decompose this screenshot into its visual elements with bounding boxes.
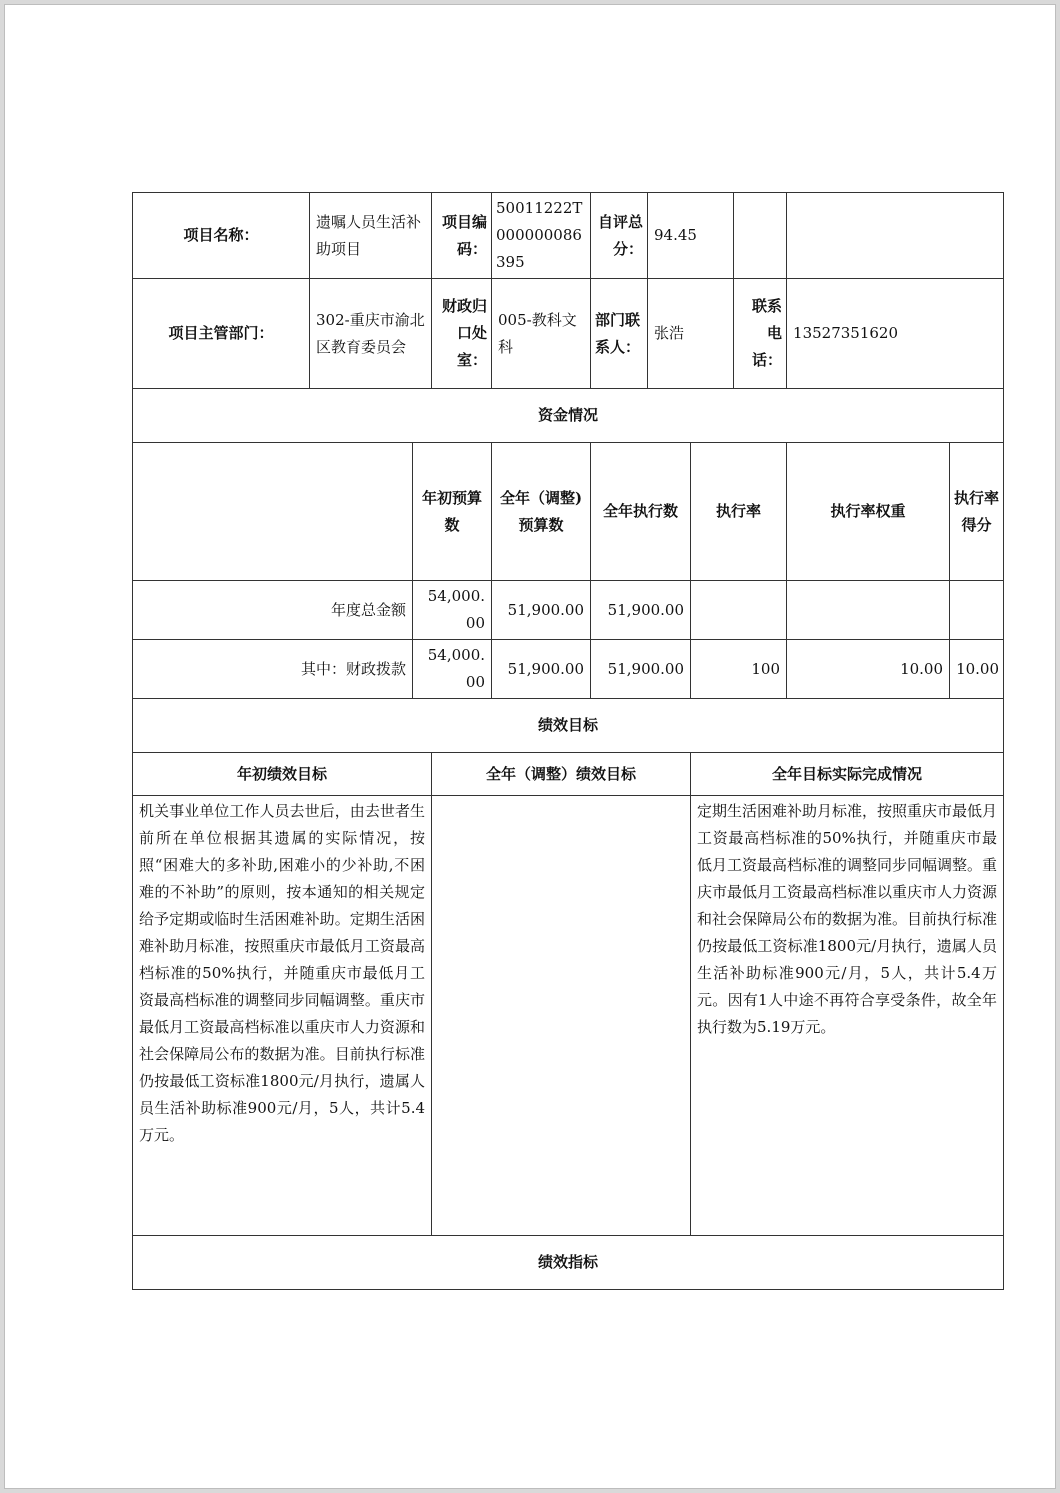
document-page bbox=[4, 4, 1056, 1489]
project-name-value: 遗嘱人员生活补助项目 bbox=[310, 193, 432, 279]
self-score-value: 94.45 bbox=[648, 193, 734, 279]
department-info-row bbox=[133, 279, 1004, 389]
funds-row-total bbox=[133, 581, 1004, 640]
funds-section-row bbox=[133, 389, 1004, 443]
contact-person-value: 张浩 bbox=[648, 279, 734, 389]
fiscal-executed: 51,900.00 bbox=[591, 640, 691, 699]
dept-value: 302-重庆市渝北区教育委员会 bbox=[310, 279, 432, 389]
phone-value: 13527351620 bbox=[787, 279, 1004, 389]
total-executed: 51,900.00 bbox=[591, 581, 691, 640]
project-info-row bbox=[133, 193, 1004, 279]
goals-section-row bbox=[133, 699, 1004, 753]
total-adjusted-budget: 51,900.00 bbox=[492, 581, 591, 640]
total-rate-weight bbox=[787, 581, 950, 640]
total-execution-rate bbox=[691, 581, 787, 640]
row-label-total: 年度总金额 bbox=[133, 581, 413, 640]
finance-office-value: 005-教科文科 bbox=[492, 279, 591, 389]
funds-section-title: 资金情况 bbox=[133, 389, 1004, 443]
project-code-label: 项目编码： bbox=[432, 193, 492, 279]
empty-header-cell bbox=[133, 443, 413, 581]
goals-initial-text: 机关事业单位工作人员去世后，由去世者生前所在单位根据其遗属的实际情况，按照“困难大的多补助,困难小的少补助,不困难的不补助”的原则，按本通知的相关规定给予定期或临时生活困难补助。定期生活困难补助月标准，按照重庆市最低月工资最高档标准的50%执行，并随重庆市最低月工资最高档标准的调整同步同幅调整。重庆市最低月工资最高档标准以重庆市人力资源和社会保障局公布的数据为准。目前执行标准仍按最低工资标准1800元/月执行，遗属人员生活补助标准900元/月，5人，共计5.4万元。 bbox=[133, 796, 432, 1236]
project-code-value: 50011222T000000086395 bbox=[492, 193, 591, 279]
total-initial-budget: 54,000.00 bbox=[413, 581, 492, 640]
fiscal-rate-score: 10.00 bbox=[950, 640, 1004, 699]
fiscal-rate-weight: 10.00 bbox=[787, 640, 950, 699]
funds-col-executed: 全年执行数 bbox=[591, 443, 691, 581]
goals-content-row bbox=[133, 796, 1004, 1236]
row-label-fiscal: 其中：财政拨款 bbox=[133, 640, 413, 699]
goals-adjusted-text bbox=[432, 796, 691, 1236]
funds-col-rate-score: 执行率得分 bbox=[950, 443, 1004, 581]
indicators-section-row bbox=[133, 1236, 1004, 1290]
performance-evaluation-table bbox=[132, 192, 1004, 1290]
phone-label: 联系电话： bbox=[734, 279, 787, 389]
project-name-label: 项目名称： bbox=[133, 193, 310, 279]
funds-header-row bbox=[133, 443, 1004, 581]
goals-section-title: 绩效目标 bbox=[133, 699, 1004, 753]
funds-col-initial-budget: 年初预算数 bbox=[413, 443, 492, 581]
total-rate-score bbox=[950, 581, 1004, 640]
goals-col-initial: 年初绩效目标 bbox=[133, 753, 432, 796]
finance-office-label: 财政归口处室： bbox=[432, 279, 492, 389]
self-score-label: 自评总分： bbox=[591, 193, 648, 279]
funds-col-rate-weight: 执行率权重 bbox=[787, 443, 950, 581]
goals-header-row bbox=[133, 753, 1004, 796]
goals-col-adjusted: 全年（调整）绩效目标 bbox=[432, 753, 691, 796]
contact-person-label: 部门联系人： bbox=[591, 279, 648, 389]
dept-label: 项目主管部门： bbox=[133, 279, 310, 389]
fiscal-initial-budget: 54,000.00 bbox=[413, 640, 492, 699]
goals-col-actual: 全年目标实际完成情况 bbox=[691, 753, 1004, 796]
funds-row-fiscal bbox=[133, 640, 1004, 699]
funds-col-adjusted-budget: 全年（调整)预算数 bbox=[492, 443, 591, 581]
fiscal-adjusted-budget: 51,900.00 bbox=[492, 640, 591, 699]
indicators-section-title: 绩效指标 bbox=[133, 1236, 1004, 1290]
empty-cell bbox=[787, 193, 1004, 279]
fiscal-execution-rate: 100 bbox=[691, 640, 787, 699]
funds-col-execution-rate: 执行率 bbox=[691, 443, 787, 581]
empty-cell bbox=[734, 193, 787, 279]
goals-actual-text: 定期生活困难补助月标准，按照重庆市最低月工资最高档标准的50%执行，并随重庆市最低月工资最高档标准的调整同步同幅调整。重庆市最低月工资最高档标准以重庆市人力资源和社会保障局公布的数据为准。目前执行标准仍按最低工资标准1800元/月执行，遗属人员生活补助标准900元/月，5人，共计5.4万元。因有1人中途不再符合享受条件，故全年执行数为5.19万元。 bbox=[691, 796, 1004, 1236]
